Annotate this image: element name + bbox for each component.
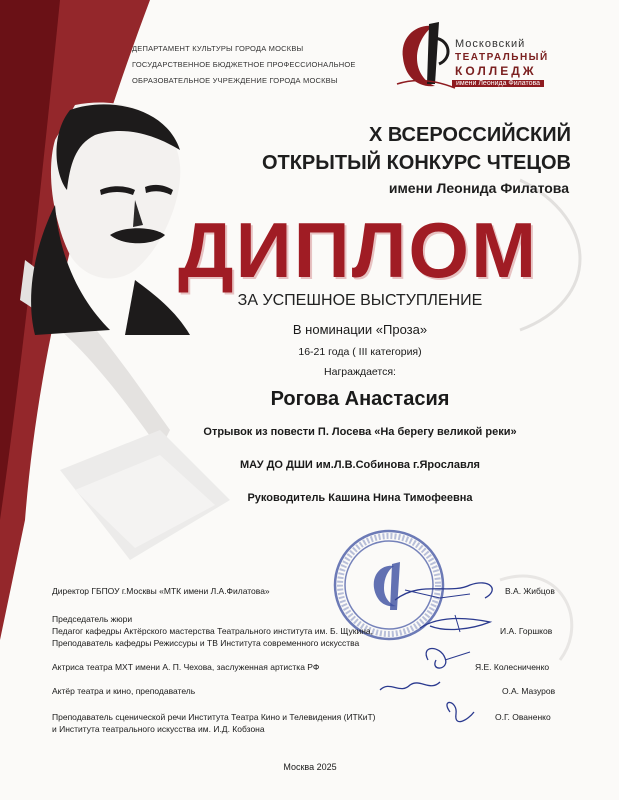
footer-place-year: Москва 2025 [283, 762, 337, 772]
supervisor: Руководитель Кашина Нина Тимофеевна [247, 492, 473, 504]
jury-chair-role-3: Преподаватель кафедры Режиссуры и ТВ Института современного искусства [52, 638, 360, 648]
age-group: 16-21 года ( III категория) [298, 346, 422, 358]
diploma-title: ДИПЛОМ [178, 206, 539, 294]
contest-title-line-2: ОТКРЫТЫЙ КОНКУРС ЧТЕЦОВ [261, 152, 571, 174]
college-name-line-3: КОЛЛЕДЖ [455, 64, 537, 78]
school-name: МАУ ДО ДШИ им.Л.В.Собинова г.Ярославля [240, 459, 480, 471]
contest-title-line-1: X ВСЕРОССИЙСКИЙ [368, 124, 571, 146]
director-name: В.А. Жибцов [505, 586, 555, 596]
director-role: Директор ГБПОУ г.Москвы «МТК имени Л.А.Филатова» [52, 586, 270, 596]
work-title: Отрывок из повести П. Лосева «На берегу великой реки» [203, 426, 517, 438]
speech-teacher-role-2: и Института театрального искусства им. И.Д. Кобзона [52, 724, 265, 734]
college-name-line-4: имени Леонида Филатова [452, 80, 544, 87]
contest-title-line-3: имени Леонида Филатова [388, 180, 569, 196]
department-line-2: ГОСУДАРСТВЕННОЕ БЮДЖЕТНОЕ ПРОФЕССИОНАЛЬНОЕ [132, 60, 356, 69]
speech-teacher-name: О.Г. Ованенко [495, 712, 551, 722]
actress-name: Я.Е. Колесниченко [475, 662, 550, 672]
nomination: В номинации «Проза» [292, 322, 428, 337]
speech-teacher-role-1: Преподаватель сценической речи Института Театра Кино и Телевидения (ИТКиТ) [52, 712, 376, 722]
actress-role: Актриса театра МХТ имени А. П. Чехова, заслуженная артистка РФ [52, 662, 320, 672]
awarded-label: Награждается: [324, 366, 396, 378]
jury-chair-role-2: Педагог кафедры Актёрского мастерства Театрального института им. Б. Щукина, [52, 626, 373, 636]
actor-name: О.А. Мазуров [502, 686, 556, 696]
actor-role: Актёр театра и кино, преподаватель [52, 686, 196, 696]
jury-chair-name: И.А. Горшков [500, 626, 553, 636]
diploma-subtitle: ЗА УСПЕШНОЕ ВЫСТУПЛЕНИЕ [237, 292, 483, 309]
college-name-line-2: ТЕАТРАЛЬНЫЙ [455, 52, 549, 63]
college-name-line-1: Московский [455, 38, 526, 50]
department-line-1: ДЕПАРТАМЕНТ КУЛЬТУРЫ ГОРОДА МОСКВЫ [132, 44, 304, 53]
recipient-name: Рогова Анастасия [270, 388, 450, 410]
department-line-3: ОБРАЗОВАТЕЛЬНОЕ УЧРЕЖДЕНИЕ ГОРОДА МОСКВЫ [132, 76, 338, 85]
jury-chair-role-1: Председатель жюри [52, 614, 133, 624]
